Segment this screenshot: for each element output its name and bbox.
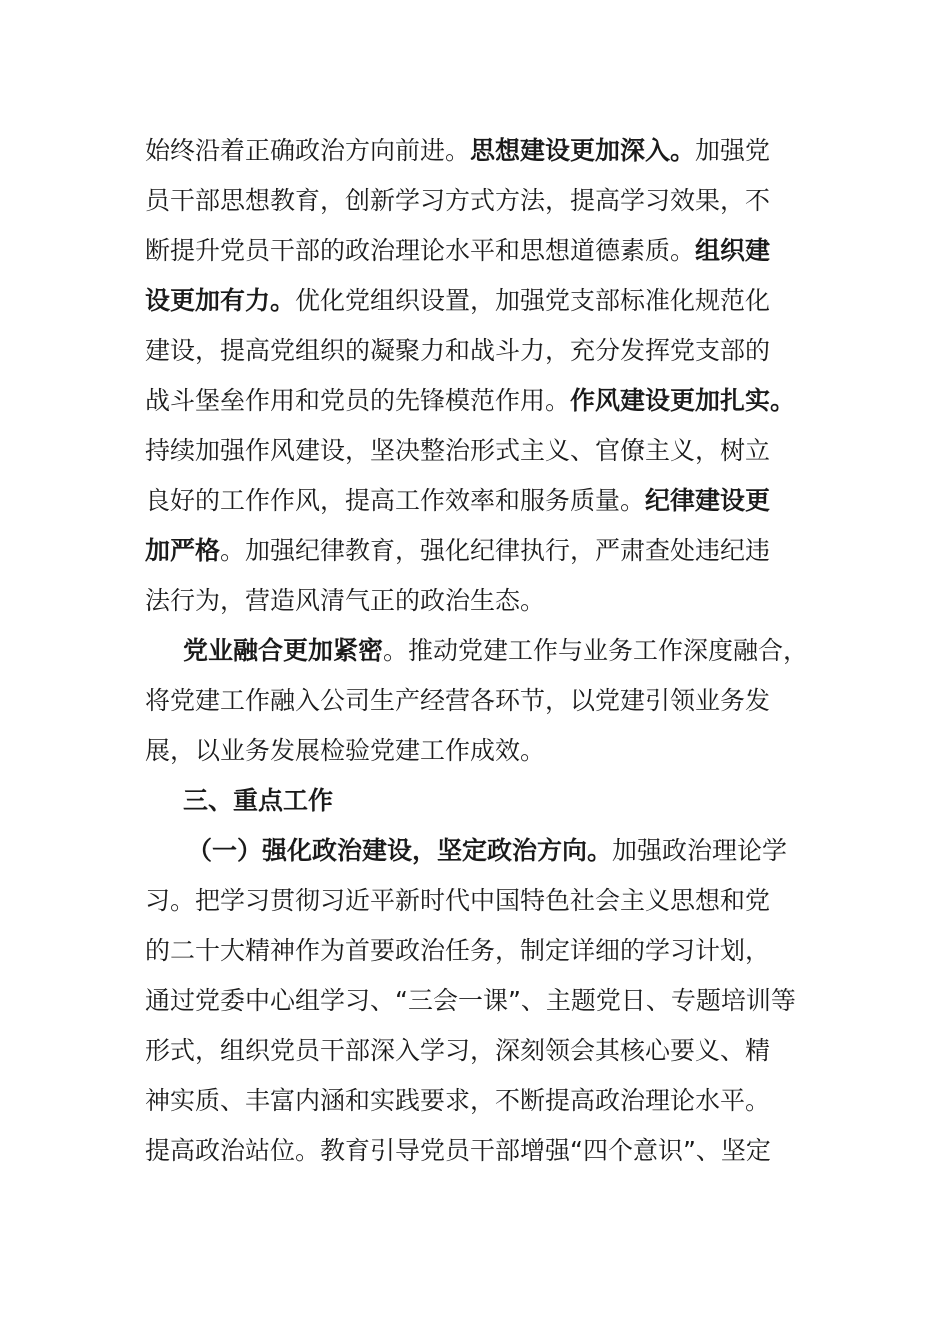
text-line xyxy=(145,926,835,976)
text-segment: 断提升党员干部的政治理论水平和思想道德素质。 xyxy=(145,236,696,265)
text-line xyxy=(145,1076,835,1126)
text-line xyxy=(145,876,835,926)
text-line xyxy=(145,826,835,876)
text-segment: 始终沿着正确政治方向前进。 xyxy=(145,136,471,165)
bold-text-segment: 作风建设更加扎实。 xyxy=(570,386,796,415)
text-segment: 持续加强作风建设，坚决整治形式主义、官僚主义，树立 xyxy=(145,436,771,465)
text-line xyxy=(145,726,835,776)
text-segment: 。推动党建工作与业务工作深度融合， xyxy=(383,636,809,665)
text-line xyxy=(145,476,835,526)
text-line xyxy=(145,1026,835,1076)
text-segment: 提高政治站位。教育引导党员干部增强“四个意识”、坚定 xyxy=(145,1136,771,1165)
text-segment: 战斗堡垒作用和党员的先锋模范作用。 xyxy=(145,386,571,415)
bold-text-segment: 纪律建设更 xyxy=(645,486,771,515)
bold-text-segment: 加严格 xyxy=(145,536,221,565)
text-line xyxy=(145,326,835,376)
text-line xyxy=(145,626,835,676)
text-line xyxy=(145,1126,835,1176)
text-line xyxy=(145,776,835,826)
text-line xyxy=(145,976,835,1026)
text-segment: 加强政治理论学 xyxy=(612,836,788,865)
text-segment: 建设，提高党组织的凝聚力和战斗力，充分发挥党支部的 xyxy=(145,336,771,365)
bold-text-segment: （一）强化政治建设，坚定政治方向。 xyxy=(187,836,613,865)
text-line xyxy=(145,176,835,226)
text-line xyxy=(145,676,835,726)
text-segment: 的二十大精神作为首要政治任务，制定详细的学习计划， xyxy=(145,936,771,965)
text-line xyxy=(145,126,835,176)
bold-text-segment: 组织建 xyxy=(695,236,771,265)
text-segment: 法行为，营造风清气正的政治生态。 xyxy=(145,586,546,615)
bold-text-segment: 党业融合更加紧密 xyxy=(183,636,384,665)
bold-text-segment: 思想建设更加深入。 xyxy=(470,136,696,165)
text-segment: 习。把学习贯彻习近平新时代中国特色社会主义思想和党 xyxy=(145,886,771,915)
text-line xyxy=(145,526,835,576)
bold-text-segment: 设更加有力。 xyxy=(145,286,296,315)
bold-text-segment: 三、重点工作 xyxy=(183,786,334,815)
text-line xyxy=(145,226,835,276)
text-segment: 良好的工作作风，提高工作效率和服务质量。 xyxy=(145,486,646,515)
document-body xyxy=(145,126,835,1176)
text-segment: 。加强纪律教育，强化纪律执行，严肃查处违纪违 xyxy=(220,536,771,565)
text-segment: 形式，组织党员干部深入学习，深刻领会其核心要义、精 xyxy=(145,1036,771,1065)
text-line xyxy=(145,426,835,476)
text-line xyxy=(145,576,835,626)
text-line xyxy=(145,276,835,326)
text-segment: 通过党委中心组学习、“三会一课”、主题党日、专题培训等 xyxy=(145,986,796,1015)
text-line xyxy=(145,376,835,426)
text-segment: 员干部思想教育，创新学习方式方法，提高学习效果，不 xyxy=(145,186,771,215)
text-segment: 展，以业务发展检验党建工作成效。 xyxy=(145,736,546,765)
text-segment: 优化党组织设置，加强党支部标准化规范化 xyxy=(295,286,771,315)
text-segment: 加强党 xyxy=(695,136,771,165)
text-segment: 神实质、丰富内涵和实践要求，不断提高政治理论水平。 xyxy=(145,1086,771,1115)
text-segment: 将党建工作融入公司生产经营各环节，以党建引领业务发 xyxy=(145,686,771,715)
